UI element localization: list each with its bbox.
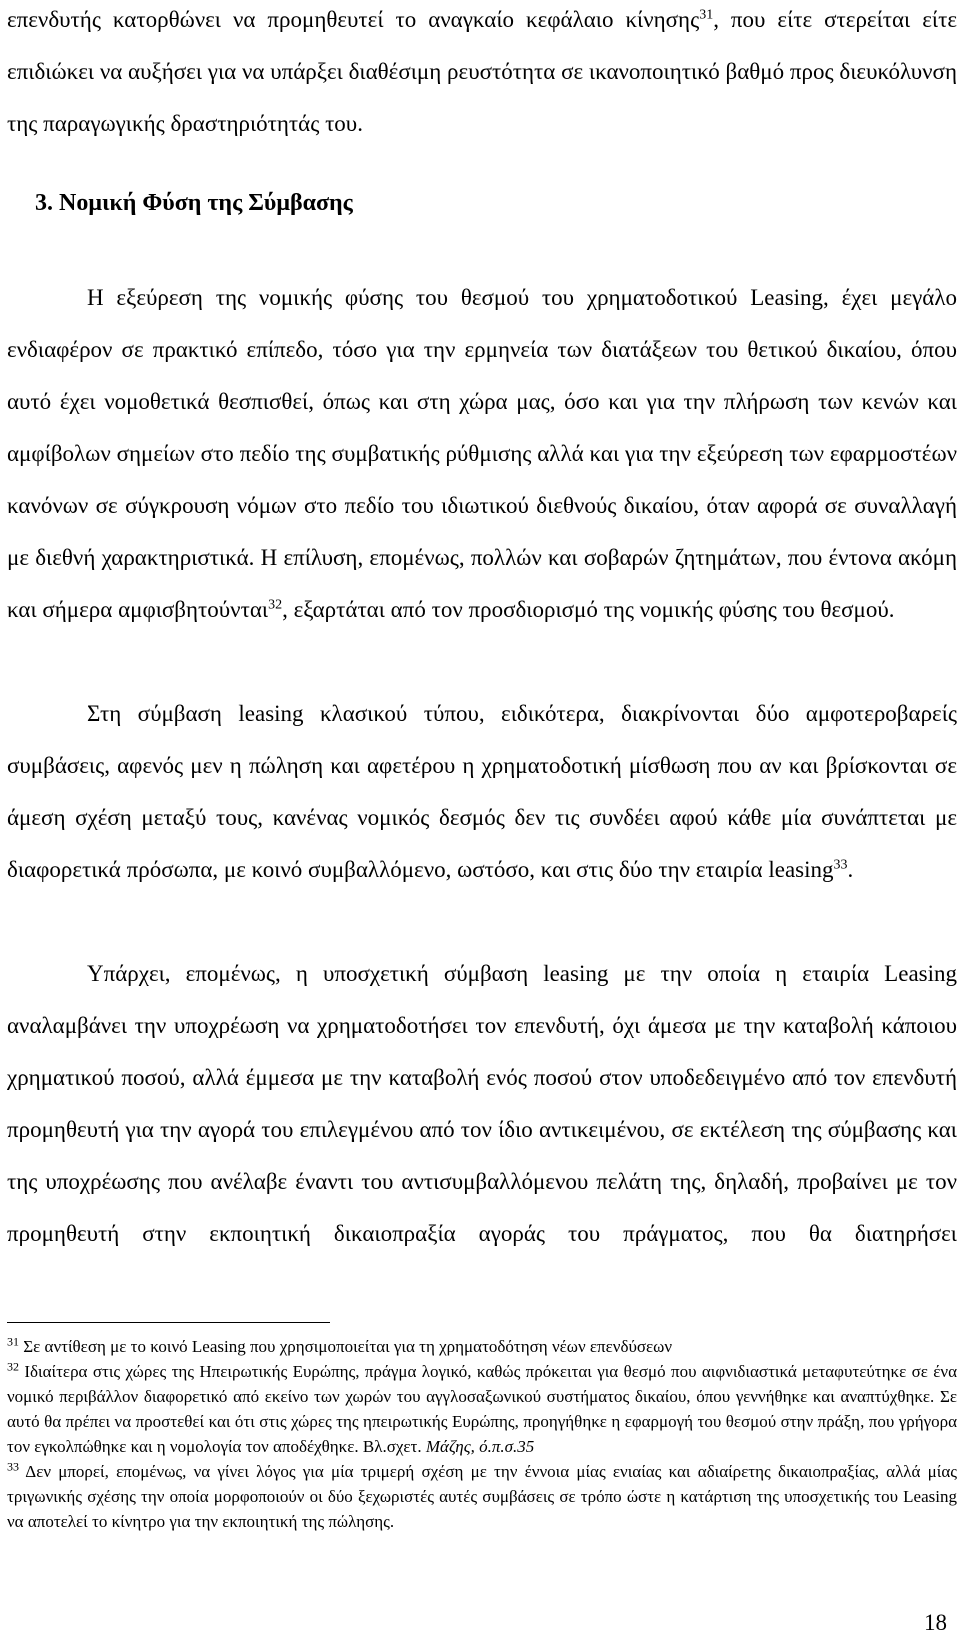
footnote-citation: Μάζης, ό.π.σ.35 xyxy=(425,1437,535,1456)
footnote-number: 33 xyxy=(7,1459,19,1474)
footnote-separator xyxy=(7,1322,330,1323)
paragraph-promissory-contract: Υπάρχει, επομένως, η υποσχετική σύμβαση leasing με την οποία η εταιρία Leasing αναλαμβάνει την υποχρέωση να χρηματοδοτήσει τον επενδυτή, όχι άμεσα με την καταβολή κάποιου χρηματικού ποσού, αλλά έμμεσα με την καταβολή ενός ποσού στον υποδεδειγμένο από τον επενδυτή προμηθευτή για την αγορά του επιλεγμένου από τον ίδιο αντικειμένου, σε εκτέλεση της σύμβασης και της υποχρέωσης που ανέλαβε έναντι του αντισυμβαλλόμενου πελάτη της, δηλαδή, προβαίνει με τον προμηθευτή στην εκποιητική δικαιοπραξία αγοράς του πράγματος, που θα διατηρήσει xyxy=(7,961,957,1246)
footnote-ref-31[interactable]: 31 xyxy=(699,7,714,23)
paragraph-1-text-end: , εξαρτάται από τον προσδιορισμό της νομικής φύσης του θεσμού. xyxy=(282,597,895,622)
footnote-ref-32[interactable]: 32 xyxy=(268,597,283,613)
paragraph-classic-leasing xyxy=(7,688,957,896)
intro-text: επενδυτής κατορθώνει να προμηθευτεί το αναγκαίο κεφάλαιο κίνησης xyxy=(7,7,700,32)
footnotes-section xyxy=(7,1334,957,1534)
intro-paragraph xyxy=(7,0,957,150)
paragraph-2-text: Στη σύμβαση leasing κλασικού τύπου, ειδικότερα, διακρίνονται δύο αμφοτεροβαρείς συμβάσεις, αφενός μεν η πώληση και αφετέρου η χρηματοδοτική μίσθωση που αν και βρίσκονται σε άμεση σχέση μεταξύ τους, κανένας νομικός δεσμός δεν τις συνδέει αφού κάθε μία συνάπτεται με διαφορετικά πρόσωπα, με κοινό συμβαλλόμενο, ωστόσο, και στις δύο την εταιρία leasing xyxy=(7,701,957,882)
document-page xyxy=(7,0,957,1651)
footnote-number: 32 xyxy=(7,1359,19,1374)
footnote-text: Σε αντίθεση με το κοινό Leasing που χρησιμοποιείται για τη χρηματοδότηση νέων επενδύσεων xyxy=(19,1337,673,1356)
paragraph-2-text-end: . xyxy=(847,857,854,882)
paragraph-1-text: Η εξεύρεση της νομικής φύσης του θεσμού του χρηματοδοτικού Leasing, έχει μεγάλο ενδιαφέρον σε πρακτικό επίπεδο, τόσο για την ερμηνεία των διατάξεων του θετικού δικαίου, όπου αυτό έχει νομοθετικά θεσπισθεί, όπως και στη χώρα μας, όσο και για την πλήρωση των κενών και αμφίβολων σημείων στο πεδίο της συμβατικής ρύθμισης αλλά και για την εξεύρεση των εφαρμοστέων κανόνων σε σύγκρουση νόμων στο πεδίο του ιδιωτικού διεθνούς δικαίου, όταν αφορά σε συναλλαγή με διεθνή χαρακτηριστικά. Η επίλυση, επομένως, πολλών και σοβαρών ζητημάτων, που έντονα ακόμη και σήμερα αμφισβητούνται xyxy=(7,285,957,622)
footnote-33 xyxy=(7,1459,957,1534)
footnote-31 xyxy=(7,1334,957,1359)
paragraph-legal-nature xyxy=(7,272,957,636)
footnote-32 xyxy=(7,1359,957,1459)
footnote-number: 31 xyxy=(7,1334,19,1349)
section-heading: 3. Νομική Φύση της Σύμβασης xyxy=(35,190,353,216)
footnote-text: Δεν μπορεί, επομένως, να γίνει λόγος για μία τριμερή σχέση με την έννοια μίας ενιαίας και αδιαίρετης δικαιοπραξίας, αλλά μίας τριγωνικής σχέσης την οποία μορφοποιούν οι δύο ξεχωριστές αυτές συμβάσεις σε τρόπο ώστε η κατάρτιση της υποσχετικής του Leasing να αποτελεί το κίνητρο για την εκποιητική της πώλησης. xyxy=(7,1462,957,1531)
page-number: 18 xyxy=(924,1610,947,1635)
footnote-text: Ιδιαίτερα στις χώρες της Ηπειρωτικής Ευρώπης, πράγμα λογικό, καθώς πρόκειται για θεσμό που αιφνιδιαστικά μεταφυτεύτηκε σε ένα νομικό περιβάλλον διαφορετικό από εκείνο των χωρών του αγγλοσαξωνικού συστήματος δικαίου, όπου γεννήθηκε και αναπτύχθηκε. Σε αυτό θα πρέπει να προστεθεί και ότι στις χώρες της ηπειρωτικής Ευρώπης, προηγήθηκε η εφαρμογή του θεσμού στην πράξη, που γρήγορα τον εγκολπώθηκε και η νομολογία τον αποδέχθηκε. Βλ.σχετ. xyxy=(7,1362,957,1456)
intro-text-end: , που είτε στερείται είτε επιδιώκει να αυξήσει για να υπάρξει διαθέσιμη ρευστότητα σε ικανοποιητικό βαθμό προς διευκόλυνση της παραγωγικής δραστηριότητάς του. xyxy=(7,7,957,136)
footnote-ref-33[interactable]: 33 xyxy=(833,857,848,873)
